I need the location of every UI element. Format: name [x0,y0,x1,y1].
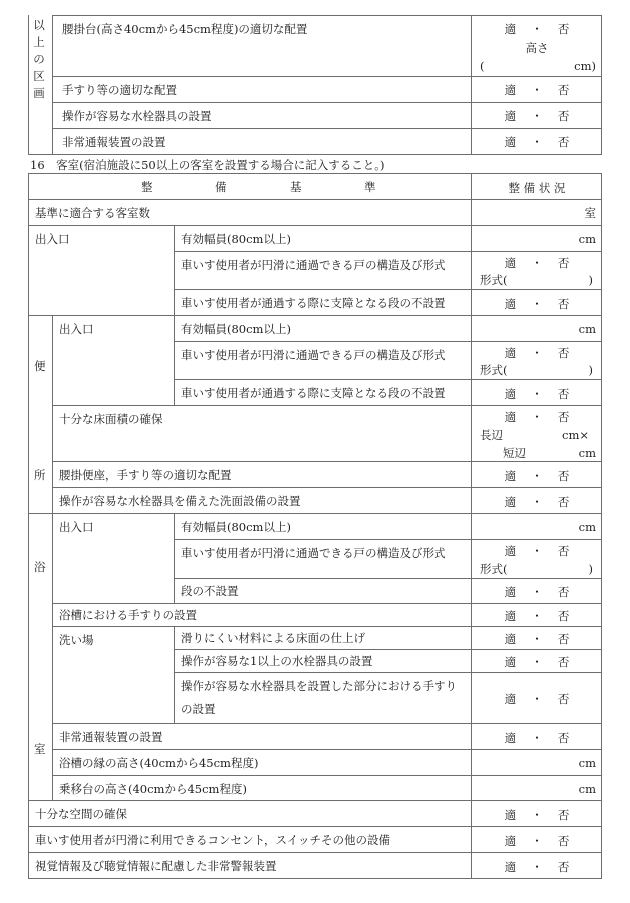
criterion-text: 浴槽の縁の高さ(40cmから45cm程度) [59,756,259,770]
header-char: 基 [290,180,302,194]
conformity-choice[interactable]: 適 ・ 否 [504,860,570,874]
criterion-cell [52,128,472,155]
long-side-unit: cm× [562,428,589,442]
criterion-cell [174,225,472,252]
criterion-text: 操作が容易な1以上の水栓器具の設置 [181,654,373,668]
criterion-text: 十分な空間の確保 [35,807,127,821]
conformity-choice[interactable]: 適 ・ 否 [504,256,570,270]
conformity-choice[interactable]: 適 ・ 否 [504,346,570,360]
bathroom-label-top: 浴 [34,560,46,574]
criterion-text: 段の不設置 [181,584,239,598]
status-cell[interactable] [471,578,602,604]
criterion-cell [174,379,472,406]
conformity-choice[interactable]: 適 ・ 否 [504,495,570,509]
group-label: 出入口 [35,232,70,246]
criterion-cell [52,102,472,129]
bathroom-label-bottom: 室 [34,742,46,756]
criterion-text: 非常通報装置の設置 [59,730,163,744]
criterion-text: 操作が容易な水栓器具の設置 [62,109,212,123]
criterion-cell [52,405,472,462]
conformity-choice[interactable]: 適 ・ 否 [504,808,570,822]
criterion-cell [28,199,472,226]
criterion-cell [52,775,472,801]
criterion-cell [174,672,472,724]
criterion-cell [52,487,472,514]
status-cell[interactable] [471,251,602,290]
long-side-label: 長辺 [480,428,503,442]
criterion-cell [52,749,472,776]
criterion-text-cont: の設置 [181,702,216,716]
unit-label: cm [578,520,596,534]
status-cell[interactable] [471,128,602,155]
toilet-label-top: 便 [34,359,46,373]
form-close: ) [588,273,593,287]
toilet-label-cell [28,315,53,514]
header-char: 備 [215,180,227,194]
conformity-choice[interactable]: 適 ・ 否 [504,655,570,669]
status-cell[interactable] [471,461,602,488]
criterion-cell [52,603,472,627]
criterion-cell [28,826,472,853]
criterion-text: 車いす使用者が円滑に通過できる戸の構造及び形式 [181,546,446,560]
unit-label: cm [578,232,596,246]
form-close: ) [588,562,593,576]
criterion-text: 有効幅員(80cm以上) [181,232,291,246]
section-caption: 16 客室(宿泊施設に50以上の客室を設置する場合に記入すること。) [30,158,385,172]
criterion-cell [28,800,472,827]
status-cell[interactable] [471,539,602,579]
status-cell[interactable] [471,800,602,827]
criterion-cell [174,539,472,579]
criterion-cell [174,315,472,342]
form-close: ) [588,363,593,377]
tub-edge-height-input[interactable] [471,749,602,776]
criterion-text: 車いす使用者が通過する際に支障となる段の不設置 [181,296,446,310]
criterion-cell [174,626,472,650]
criterion-cell [174,513,472,540]
group-label-cell [52,626,175,724]
status-cell[interactable] [471,672,602,724]
criterion-text: 十分な床面積の確保 [59,412,163,426]
table-border [28,154,53,155]
criterion-text: 車いす使用者が円滑に通過できる戸の構造及び形式 [181,348,446,362]
criterion-cell [52,76,472,103]
criterion-text: 基準に適合する客室数 [35,206,150,220]
form-label: 形式( [480,363,508,377]
conformity-choice[interactable]: 適 ・ 否 [504,609,570,623]
group-label-cell [52,513,175,604]
criterion-text: 車いす使用者が通過する際に支障となる段の不設置 [181,386,446,400]
conformity-choice[interactable]: 適 ・ 否 [504,585,570,599]
criterion-text: 非常通報装置の設置 [62,135,166,149]
unit-label: cm [578,756,596,770]
conformity-choice[interactable]: 適 ・ 否 [504,632,570,646]
status-cell[interactable] [471,76,602,103]
status-cell[interactable] [471,626,602,650]
criterion-text: 腰掛便座，手すり等の適切な配置 [59,468,232,482]
header-status-text: 整 備 状 況 [508,181,566,195]
height-open-paren: ( [480,59,485,73]
criterion-text: 有効幅員(80cm以上) [181,322,291,336]
status-cell[interactable] [471,102,602,129]
status-cell[interactable] [471,341,602,380]
status-cell[interactable] [471,487,602,514]
section-label-partition: 以上の区画 [33,18,45,100]
criterion-text: 滑りにくい材料による床面の仕上げ [181,631,365,645]
conformity-choice[interactable]: 適 ・ 否 [504,297,570,311]
height-label: 高さ [525,41,549,55]
conformity-choice[interactable]: 適 ・ 否 [504,83,570,97]
criterion-text: 車いす使用者が円滑に利用できるコンセント，スイッチその他の設備 [35,833,391,847]
status-cell[interactable] [471,379,602,406]
table-border [28,15,29,155]
criterion-text: 操作が容易な水栓器具を設置した部分における手すり [181,679,457,693]
short-side-label: 短辺 [503,446,526,460]
unit-label: cm [578,782,596,796]
form-label: 形式( [480,273,508,287]
conformity-choice[interactable]: 適 ・ 否 [504,469,570,483]
conformity-choice[interactable]: 適 ・ 否 [504,834,570,848]
unit-label: cm [578,322,596,336]
group-label-cell [28,225,175,316]
conformity-choice[interactable]: 適 ・ 否 [504,387,570,401]
room-count-input[interactable] [471,199,602,226]
conformity-choice[interactable]: 適 ・ 否 [504,410,570,424]
header-status [471,173,602,200]
status-cell[interactable] [471,649,602,673]
criterion-cell [52,15,472,77]
criterion-text: 手すり等の適切な配置 [62,83,177,97]
criterion-text: 浴槽における手すりの設置 [59,608,197,622]
group-label: 出入口 [59,520,94,534]
status-cell[interactable] [471,603,602,627]
conformity-choice[interactable]: 適 ・ 否 [504,731,570,745]
width-input[interactable] [471,225,602,252]
criterion-text: 腰掛台(高さ40cmから45cm程度)の適切な配置 [62,22,308,36]
status-cell[interactable] [471,723,602,750]
criterion-text: 乗移台の高さ(40cmから45cm程度) [59,782,247,796]
floor-area-cell[interactable] [471,405,602,462]
group-label-cell [52,315,175,406]
conformity-choice[interactable]: 適 ・ 否 [504,135,570,149]
form-label: 形式( [480,562,508,576]
criterion-cell [174,341,472,380]
group-label: 洗い場 [59,633,94,647]
conformity-choice[interactable]: 適 ・ 否 [504,22,570,36]
criterion-cell [28,852,472,879]
criterion-text: 視覚情報及び聴覚情報に配慮した非常警報装置 [35,859,277,873]
group-label: 出入口 [59,322,94,336]
criterion-cell [174,251,472,290]
unit-label: 室 [584,206,596,220]
status-cell[interactable] [471,15,602,77]
criterion-cell [174,578,472,604]
short-side-unit: cm [578,446,596,460]
status-cell[interactable] [471,826,602,853]
criterion-cell [52,461,472,488]
bathroom-label-cell [28,513,53,801]
criterion-cell [52,723,472,750]
header-criteria [28,173,472,200]
width-input[interactable] [471,513,602,540]
criterion-cell [174,289,472,316]
header-char: 準 [364,180,376,194]
conformity-choice[interactable]: 適 ・ 否 [504,544,570,558]
criterion-text: 操作が容易な水栓器具を備えた洗面設備の設置 [59,494,301,508]
header-char: 整 [141,180,153,194]
conformity-choice[interactable]: 適 ・ 否 [504,109,570,123]
status-cell[interactable] [471,852,602,879]
criterion-text: 車いす使用者が円滑に通過できる戸の構造及び形式 [181,258,446,272]
criterion-cell [174,649,472,673]
criterion-text: 有効幅員(80cm以上) [181,520,291,534]
transfer-board-height-input[interactable] [471,775,602,801]
height-unit[interactable]: cm) [574,59,596,73]
status-cell[interactable] [471,289,602,316]
toilet-label-bottom: 所 [34,468,46,482]
conformity-choice[interactable]: 適 ・ 否 [504,692,570,706]
width-input[interactable] [471,315,602,342]
